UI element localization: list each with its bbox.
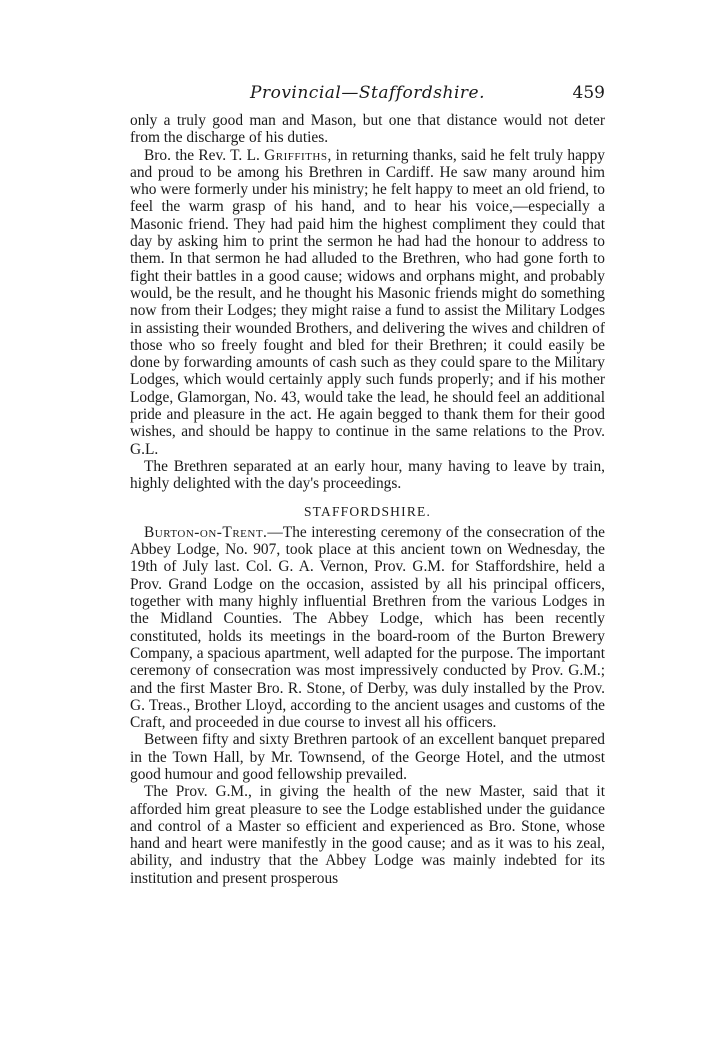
paragraph-lead: Bro. the Rev. T. L. xyxy=(144,146,265,164)
paragraph-burton-consecration xyxy=(130,524,605,732)
page-header xyxy=(130,83,605,107)
running-title: Provincial—Staffordshire. xyxy=(250,83,485,103)
page-number: 459 xyxy=(572,83,605,103)
place-name: Burton-on-Trent. xyxy=(144,523,268,541)
section-heading: STAFFORDSHIRE. xyxy=(303,503,432,519)
article-body xyxy=(130,112,605,887)
paragraph-banquet: Between fifty and sixty Brethren partook of an excellent banquet prepared in the Town Hall, by Mr. Townsend, of the George Hotel, and the utmost good humour and good fellowship prevailed. xyxy=(130,731,605,783)
paragraph-departure: The Brethren separated at an early hour, many having to leave by train, highly delighted with the day's proceedings. xyxy=(130,457,605,493)
paragraph-continuation: only a truly good man and Mason, but one that distance would not deter from the discharge of his duties. xyxy=(130,112,605,147)
paragraph-text: —The interesting ceremony of the consecration of the Abbey Lodge, No. 907, took place at this ancient town on Wednesday, the 19th of July last. Col. G. A. Vernon, Prov. G.M. for Staffordshire, held a Prov. Grand Lodge on the occasion, assisted by all his principal officers, together with many highly influential Brethren from the various Lodges in the Midland Counties. The Abbey Lodge, which has been recently constituted, holds its meetings in the board-room of the Burton Brewery Company, a spacious apartment, well adapted for the purpose. The important ceremony of consecration was most impressively conducted by Prov. G.M.; and the first Master Bro. R. Stone, of Derby, was duly installed by the Prov. G. Treas., Brother Lloyd, according to the ancient usages and customs of the Craft, and proceeded in due course to invest all his officers. xyxy=(130,523,605,732)
paragraph-text: , in returning thanks, said he felt truly happy and proud to be among his Brethren in Cardiff. He saw many around him who were formerly under his ministry; he felt happy to meet an old friend, to feel the warm grasp of his hand, and to hear his voice,—especially a Masonic friend. They had paid him the highest compliment they could that day by asking him to print the sermon he had had the honour to address to them. In that sermon he had alluded to the Brethren, who had gone forth to fight their battles in a good cause; widows and orphans might, and probably would, be the result, and he thought his Masonic friends might do something now from their Lodges; they might raise a fund to assist the Military Lodges in assisting their wounded Brothers, and delivering the wives and children of those who so freely fought and bled for their Brethren; it could easily be done by forwarding amounts of cash such as they could spare to the Military Lodges, which would certainly apply such funds properly; and if his mother Lodge, Glamorgan, No. 43, would take the lead, he should feel an additional pride and pleasure in the act. He again begged to thank them for their good wishes, and should be happy to continue in the same relations to the Prov. G.L. xyxy=(130,146,605,458)
speaker-name: Griffiths xyxy=(264,146,328,164)
paragraph-griffiths-reply xyxy=(130,147,605,458)
paragraph-toast: The Prov. G.M., in giving the health of the new Master, said that it afforded him great pleasure to see the Lodge established under the guidance and control of a Master so efficient and experienced as Bro. Stone, whose hand and heart were manifestly in the good cause; and as it was to his zeal, ability, and industry that the Abbey Lodge was mainly indebted for its institution and present prosperous xyxy=(130,783,605,887)
